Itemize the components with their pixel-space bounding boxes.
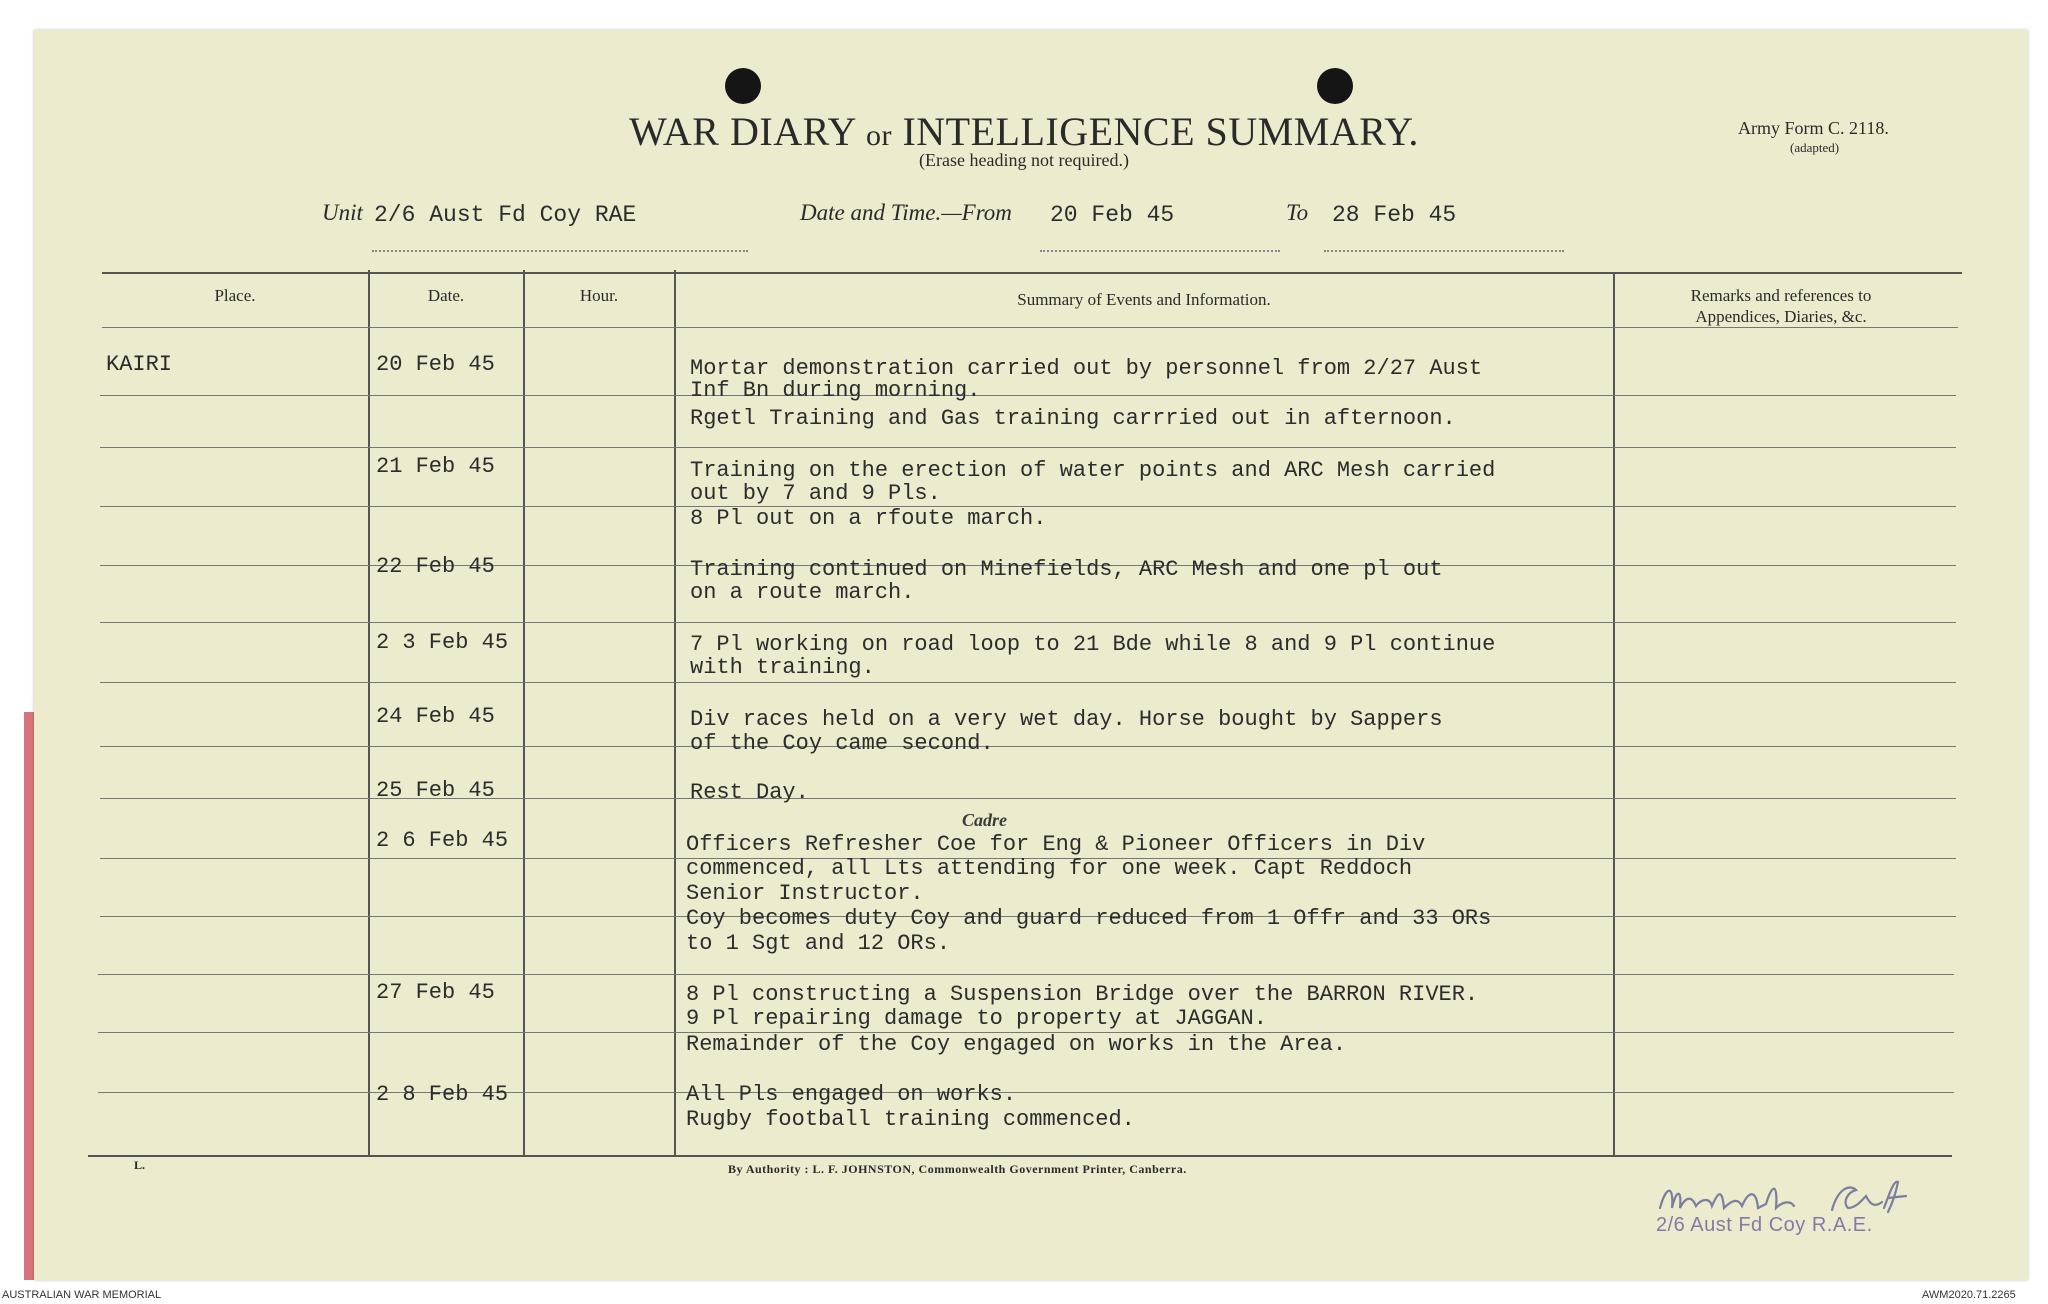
summary-line: 8 Pl out on a rfoute march. <box>690 506 1047 531</box>
col-header-summary: Summary of Events and Information. <box>1017 290 1271 309</box>
date-entry: 2 6 Feb 45 <box>376 828 509 853</box>
summary-line: Coy becomes duty Coy and guard reduced from 1 Offr and 33 ORs <box>686 906 1492 931</box>
punch-hole-left <box>725 68 761 104</box>
ruled-line <box>102 327 1958 328</box>
summary-line: with training. <box>690 655 875 680</box>
to-value: 28 Feb 45 <box>1332 202 1457 228</box>
summary-line: Rugby football training commenced. <box>686 1107 1135 1132</box>
date-entry: 22 Feb 45 <box>376 554 495 579</box>
col-divider-summary <box>1613 274 1615 1156</box>
col-header-hour: Hour. <box>579 286 619 305</box>
date-label: Date and Time.—From <box>800 200 1012 225</box>
summary-line: commenced, all Lts attending for one week. Capt Reddoch <box>686 856 1413 881</box>
summary-line: Rest Day. <box>690 780 809 805</box>
ruled-line <box>100 395 1956 396</box>
date-entry: 2 3 Feb 45 <box>376 630 509 655</box>
summary-line: Rgetl Training and Gas training carrried out in afternoon. <box>690 406 1456 431</box>
ruled-line <box>100 447 1956 448</box>
ruled-line <box>100 746 1956 747</box>
form-title: WAR DIARY or INTELLIGENCE SUMMARY. <box>629 109 1419 154</box>
col-header-date: Date. <box>427 286 465 305</box>
unit-value: 2/6 Aust Fd Coy RAE <box>374 202 637 228</box>
date-entry: 25 Feb 45 <box>376 778 495 803</box>
col-header-remarks: Remarks and references to Appendices, Diaries, &c. <box>1690 286 1872 326</box>
date-entry: 27 Feb 45 <box>376 980 495 1005</box>
ruled-line <box>100 682 1956 683</box>
date-entry: 24 Feb 45 <box>376 704 495 729</box>
red-edge-strip <box>24 712 34 1280</box>
date-entry: 21 Feb 45 <box>376 454 495 479</box>
to-label: To <box>1286 200 1309 225</box>
date-entry: 2 8 Feb 45 <box>376 1082 509 1107</box>
col-divider-date <box>523 270 525 1156</box>
summary-line: Training continued on Minefields, ARC Mesh and one pl out <box>690 557 1443 582</box>
col-divider-place <box>368 270 370 1156</box>
summary-line: All Pls engaged on works. <box>686 1082 1017 1107</box>
date-entry: 20 Feb 45 <box>376 352 495 377</box>
summary-line: Senior Instructor. <box>686 881 924 906</box>
summary-line: 8 Pl constructing a Suspension Bridge over the BARRON RIVER. <box>686 982 1479 1007</box>
form-subtitle: (Erase heading not required.) <box>919 150 1129 170</box>
col-header-place: Place. <box>214 286 256 305</box>
table-top-border <box>102 272 1962 274</box>
archive-credit: AUSTRALIAN WAR MEMORIAL <box>2 1289 162 1301</box>
col-divider-hour <box>674 270 676 1156</box>
summary-line: to 1 Sgt and 12 ORs. <box>686 931 951 956</box>
summary-line: 9 Pl repairing damage to property at JAGGAN. <box>686 1006 1267 1031</box>
summary-line: Remainder of the Coy engaged on works in the Area. <box>686 1032 1347 1057</box>
summary-line: of the Coy came second. <box>690 731 994 756</box>
summary-line: 7 Pl working on road loop to 21 Bde while 8 and 9 Pl continue <box>690 632 1496 657</box>
unit-label: Unit <box>322 200 363 225</box>
army-form-adapted: (adapted) <box>1790 140 1840 155</box>
punch-hole-right <box>1317 68 1353 104</box>
summary-line: Inf Bn during morning. <box>690 378 981 403</box>
footer-mark: L. <box>134 1158 146 1172</box>
army-form-number: Army Form C. 2118. <box>1738 118 1889 138</box>
handwritten-annotation: Cadre <box>962 810 1007 830</box>
from-value: 20 Feb 45 <box>1050 202 1175 228</box>
archive-reference: AWM2020.71.2265 <box>1922 1289 2016 1301</box>
summary-line: Mortar demonstration carried out by personnel from 2/27 Aust <box>690 356 1483 381</box>
ruled-line <box>100 622 1956 623</box>
summary-line: Officers Refresher Coe for Eng & Pioneer Officers in Div <box>686 832 1426 857</box>
ruled-line <box>98 974 1954 975</box>
summary-line: on a route march. <box>690 580 915 605</box>
summary-line: out by 7 and 9 Pls. <box>690 481 941 506</box>
summary-line: Training on the erection of water points and ARC Mesh carried <box>690 458 1496 483</box>
summary-line: Div races held on a very wet day. Horse bought by Sappers <box>690 707 1443 732</box>
printer-credit: By Authority : L. F. JOHNSTON, Commonwealth Government Printer, Canberra. <box>728 1162 1187 1176</box>
unit-dotted-line <box>372 250 748 252</box>
unit-stamp: 2/6 Aust Fd Coy R.A.E. <box>1656 1214 1873 1236</box>
to-dotted-line <box>1324 250 1564 252</box>
place-entry: KAIRI <box>106 352 173 377</box>
from-dotted-line <box>1040 250 1280 252</box>
